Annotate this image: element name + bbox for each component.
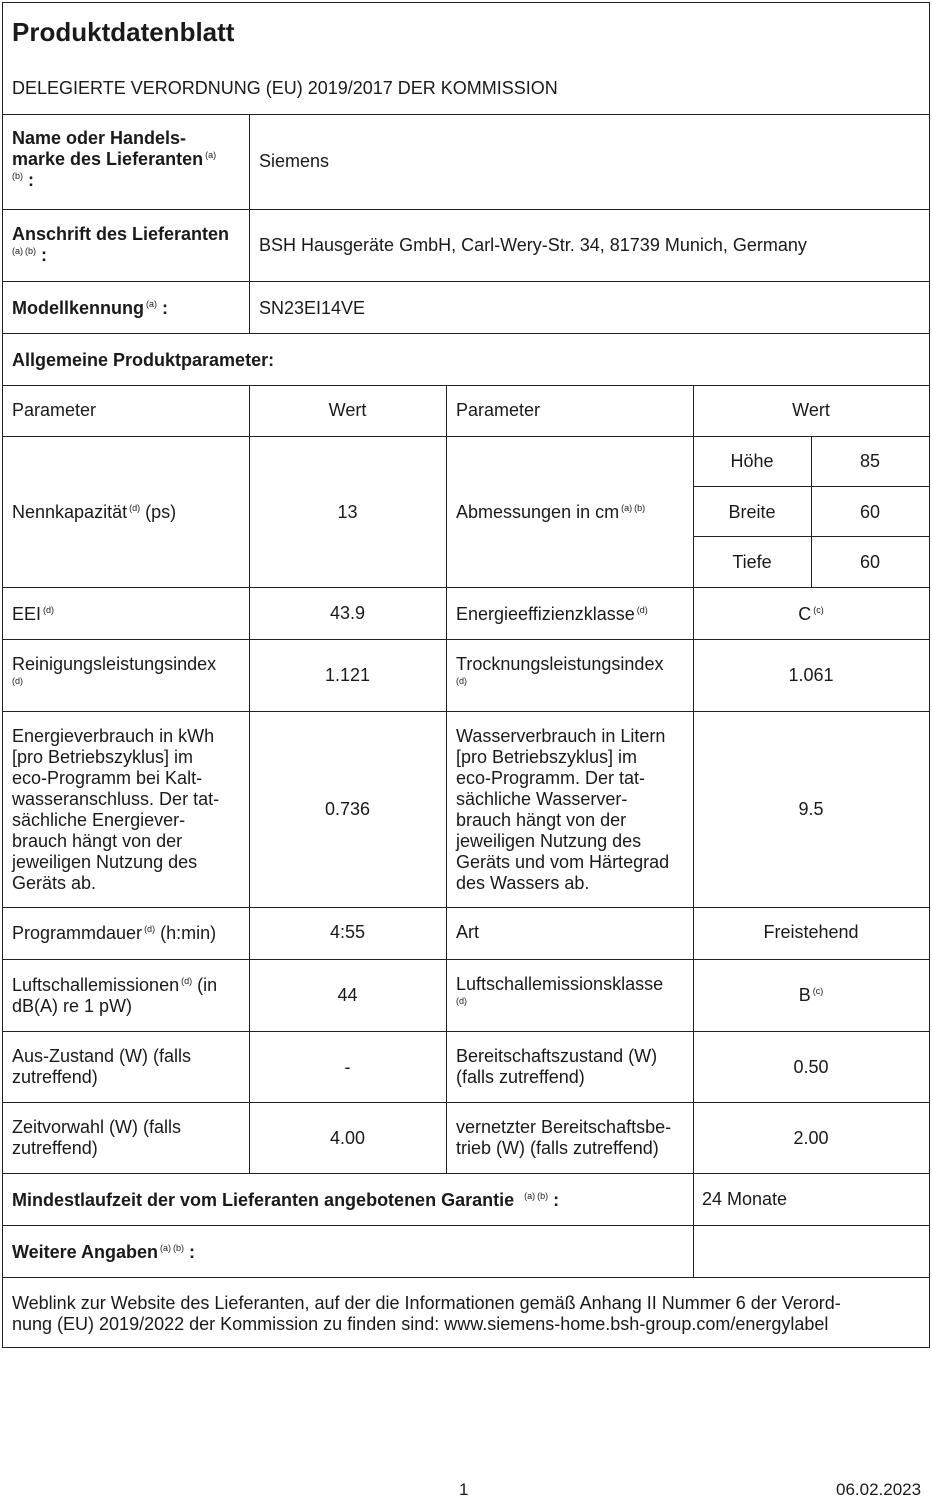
networked-standby-label: vernetzter Bereitschaftsbe- trieb (W) (falls zutreffend)	[456, 1117, 672, 1158]
column-header-parameter: Parameter	[12, 400, 97, 420]
drying-index-value: 1.061	[788, 665, 834, 685]
dimensions-label: Abmessungen in cm $^{(a)}$ $^{(b)}$	[456, 502, 646, 522]
program-duration-label: Programmdauer $^{(d)}$ (h:min)	[12, 923, 217, 943]
model-value: SN23EI14VE	[259, 298, 366, 318]
column-header-parameter: Parameter	[456, 400, 541, 420]
energy-class-label: Energieeffizienzklasse $^{(d)}$	[456, 604, 648, 624]
eei-value: 43.9	[329, 603, 366, 623]
energy-consumption-value: 0.736	[324, 799, 371, 819]
model-label: Modellkennung $^{(a)}$ :	[12, 298, 169, 318]
column-header-value: Wert	[328, 400, 367, 420]
row-divider	[3, 1225, 929, 1226]
type-label: Art	[456, 922, 480, 942]
page-title: Produktdatenblatt	[12, 17, 235, 47]
cleaning-index-label: Reinigungsleistungsindex $^{(d)}$	[12, 654, 217, 686]
dimension-depth-label: Tiefe	[732, 552, 772, 572]
energy-consumption-label: Energieverbrauch in kWh [pro Betriebszyklus] im eco-Programm bei Kalt- wasseranschluss. Der tat- sächliche Energiever- brauch hängt von der jeweiligen Nutzung des Geräts ab.	[12, 726, 220, 893]
delay-start-label: Zeitvorwahl (W) (falls zutreffend)	[12, 1117, 182, 1158]
regulation-reference: DELEGIERTE VERORDNUNG (EU) 2019/2017 DER KOMMISSION	[12, 78, 558, 98]
row-divider	[3, 436, 929, 437]
row-divider	[3, 639, 929, 640]
row-divider	[3, 1277, 929, 1278]
warranty-label: Mindestlaufzeit der vom Lieferanten angebotenen Garantie $^{(a)}$ $^{(b)}$ :	[12, 1190, 560, 1210]
general-params-heading: Allgemeine Produktparameter:	[12, 350, 275, 370]
product-data-sheet	[2, 2, 930, 1348]
cleaning-index-value: 1.121	[324, 665, 371, 685]
supplier-address-label: Anschrift des Lieferanten $^{(a)}$ $^{(b)}$ :	[12, 224, 230, 265]
water-consumption-value: 9.5	[798, 799, 824, 819]
column-header-value: Wert	[792, 400, 830, 420]
row-divider	[3, 385, 929, 386]
noise-emission-label: Luftschallemissionen $^{(d)}$ (in dB(A) re 1 pW)	[12, 975, 218, 1016]
row-divider	[3, 587, 929, 588]
off-mode-value: -	[344, 1057, 351, 1077]
noise-class-label: Luftschallemissionsklasse $^{(d)}$	[456, 974, 664, 1006]
noise-emission-value: 44	[337, 985, 358, 1005]
row-divider	[3, 1102, 929, 1103]
row-divider	[3, 959, 929, 960]
water-consumption-label: Wasserverbrauch in Litern [pro Betriebszyklus] im eco-Programm. Der tat- sächliche Wasserver- brauch hängt von der jeweiligen Nutzung des Geräts und vom Härtegrad des Wassers ab.	[456, 726, 670, 893]
page-number: 1	[459, 1480, 469, 1499]
warranty-value: 24 Monate	[702, 1189, 788, 1209]
supplier-name-label: Name oder Handels- marke des Lieferanten $^{(a)}$ $^{(b)}$ :	[12, 128, 217, 190]
dimension-height-value: 85	[859, 451, 881, 471]
dimension-height-label: Höhe	[730, 451, 774, 471]
off-mode-label: Aus-Zustand (W) (falls zutreffend)	[12, 1046, 192, 1087]
type-value: Freistehend	[763, 922, 859, 942]
further-info-label: Weitere Angaben $^{(a)}$ $^{(b)}$ :	[12, 1242, 196, 1262]
column-divider	[446, 385, 447, 1173]
supplier-weblink-text: Weblink zur Website des Lieferanten, auf der die Informationen gemäß Anhang II Nummer 6 der Verord- nung (EU) 2019/2022 der Kommission zu finden sind: www.siemens-home.bsh-group.com/energylabel	[12, 1293, 841, 1334]
row-divider	[3, 1173, 929, 1174]
document-date: 06.02.2023	[836, 1480, 922, 1499]
capacity-value: 13	[337, 502, 358, 522]
row-divider	[3, 907, 929, 908]
row-divider	[3, 333, 929, 334]
standby-value: 0.50	[793, 1057, 829, 1077]
capacity-label: Nennkapazität $^{(d)}$ (ps)	[12, 502, 177, 522]
noise-class-value: B $^{(c)}$	[798, 985, 824, 1005]
supplier-address-value: BSH Hausgeräte GmbH, Carl-Wery-Str. 34, 81739 Munich, Germany	[259, 235, 807, 255]
dimension-depth-value: 60	[859, 552, 881, 572]
dimension-width-value: 60	[859, 502, 881, 522]
row-divider	[3, 1031, 929, 1032]
energy-class-value: C $^{(c)}$	[798, 604, 824, 624]
row-divider	[3, 711, 929, 712]
row-divider	[3, 114, 929, 115]
delay-start-value: 4.00	[329, 1128, 366, 1148]
standby-label: Bereitschaftszustand (W) (falls zutreffend)	[456, 1046, 658, 1087]
drying-index-label: Trocknungsleistungsindex $^{(d)}$	[456, 654, 664, 686]
row-divider	[3, 209, 929, 210]
program-duration-value: 4:55	[329, 922, 366, 942]
supplier-name-value: Siemens	[259, 151, 330, 171]
row-divider	[3, 281, 929, 282]
dimension-width-label: Breite	[728, 502, 776, 522]
eei-label: EEI $^{(d)}$	[12, 604, 55, 624]
column-divider	[249, 114, 250, 333]
networked-standby-value: 2.00	[793, 1128, 829, 1148]
